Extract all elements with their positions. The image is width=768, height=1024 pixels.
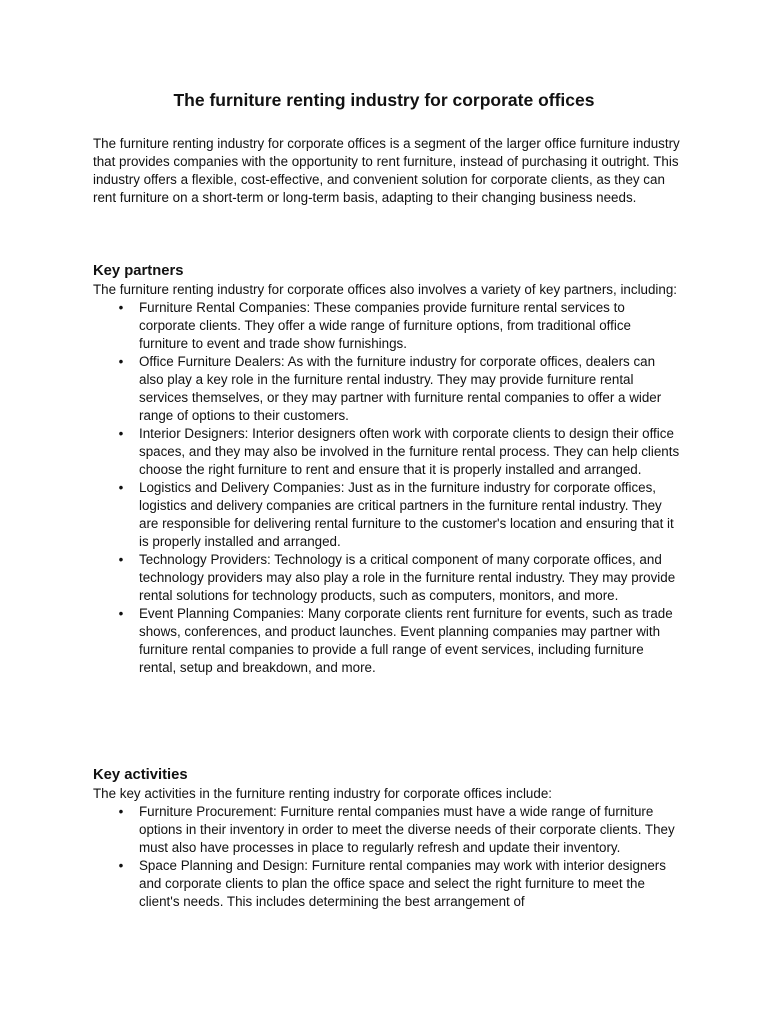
document-title: The furniture renting industry for corporate offices [173,90,595,110]
list-item-text: Interior Designers: Interior designers often work with corporate clients to design their office spaces, and they may also be involved in the furniture rental process. They can help clients choose the right furniture to rent and ensure that it is properly installed and arranged. [139,426,680,477]
section-intro: The key activities in the furniture renting industry for corporate offices include: [93,786,552,801]
list-item [93,551,683,605]
list-item-text: Space Planning and Design: Furniture rental companies may work with interior designers and corporate clients to plan the office space and select the right furniture to meet the client's needs. This includes determining the best arrangement of [139,858,666,909]
bullet-icon: • [118,300,124,315]
list-item [93,605,683,677]
section-heading: Key partners [93,263,184,279]
list-item-text: Technology Providers: Technology is a critical component of many corporate offices, and technology providers may also play a role in the furniture rental industry. They may provide rental solutions for technology products, such as computers, monitors, and more. [139,552,676,603]
section-intro: The furniture renting industry for corporate offices also involves a variety of key partners, including: [93,282,678,297]
bullet-icon: • [118,552,124,567]
list-item-text: Furniture Procurement: Furniture rental companies must have a wide range of furniture options in their inventory in order to meet the diverse needs of their corporate clients. They must also have processes in place to regularly refresh and update their inventory. [139,804,675,855]
intro-paragraph: The furniture renting industry for corporate offices is a segment of the larger office furniture industry that provides companies with the opportunity to rent furniture, instead of purchasing it outright. This industry offers a flexible, cost-effective, and convenient solution for corporate clients, as they can rent furniture on a short-term or long-term basis, adapting to their changing business needs. [93,136,680,205]
bullet-list [93,299,683,677]
list-item [93,353,683,425]
bullet-icon: • [118,804,124,819]
list-item-text: Event Planning Companies: Many corporate clients rent furniture for events, such as trade shows, conferences, and product launches. Event planning companies may partner with furniture rental companies to provide a full range of event services, including furniture rental, setup and breakdown, and more. [139,606,673,675]
bullet-icon: • [118,606,124,621]
list-item-text: Logistics and Delivery Companies: Just as in the furniture industry for corporate offices, logistics and delivery companies are critical partners in the furniture rental industry. They are responsible for delivering rental furniture to the customer's location and ensuring that it is properly installed and arranged. [139,480,674,549]
list-item [93,425,683,479]
bullet-icon: • [118,426,124,441]
section-key-partners [93,261,683,677]
section-heading: Key activities [93,767,188,783]
list-item [93,299,683,353]
section-key-activities [93,765,683,911]
bullet-list [93,803,683,911]
bullet-icon: • [118,858,124,873]
list-item [93,803,683,857]
list-item [93,479,683,551]
list-item-text: Furniture Rental Companies: These companies provide furniture rental services to corporate clients. They offer a wide range of furniture options, from traditional office furniture to event and trade show furnishings. [139,300,632,351]
bullet-icon: • [118,480,124,495]
list-item [93,857,683,911]
list-item-text: Office Furniture Dealers: As with the furniture industry for corporate offices, dealers can also play a key role in the furniture rental industry. They may provide furniture rental services themselves, or they may partner with furniture rental companies to offer a wider range of options to their customers. [139,354,662,423]
bullet-icon: • [118,354,124,369]
